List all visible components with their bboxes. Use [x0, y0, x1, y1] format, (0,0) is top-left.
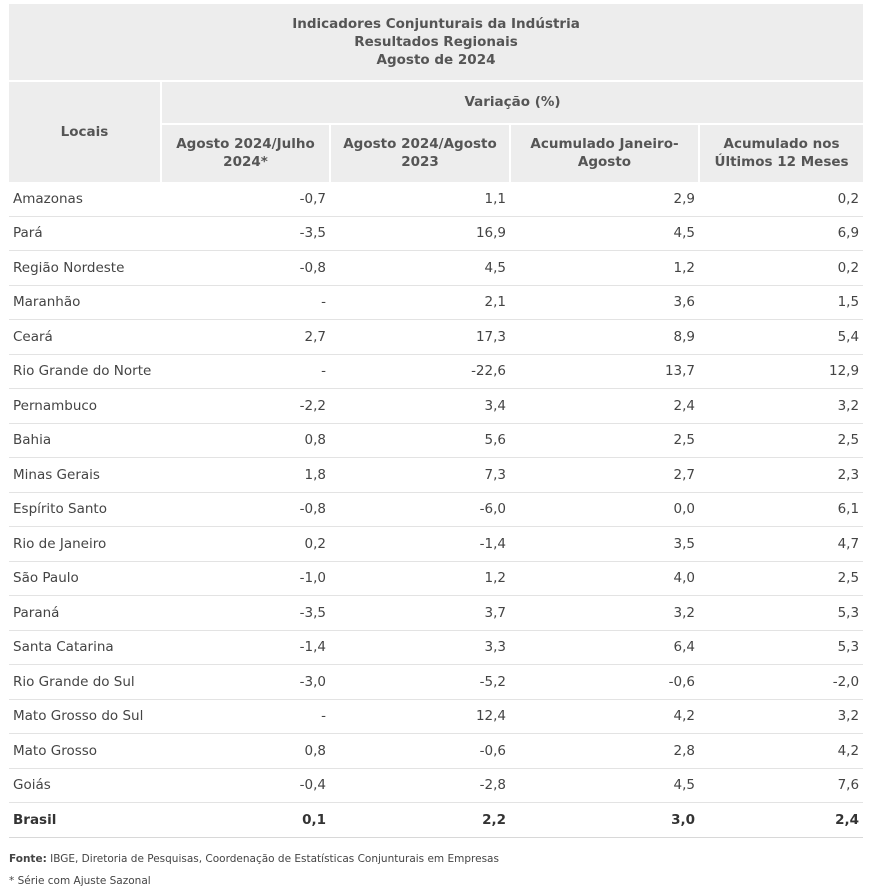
- cell-value: 4,5: [330, 251, 510, 286]
- cell-value: -2,0: [699, 665, 863, 700]
- title-line-1: Indicadores Conjunturais da Indústria: [292, 16, 580, 32]
- cell-value: -0,6: [510, 665, 699, 700]
- cell-value: 5,3: [699, 596, 863, 631]
- cell-local: Goiás: [9, 768, 161, 803]
- cell-local: Amazonas: [9, 182, 161, 216]
- cell-value: -6,0: [330, 492, 510, 527]
- cell-value: 0,8: [161, 423, 330, 458]
- cell-local: Minas Gerais: [9, 458, 161, 493]
- cell-value: 5,6: [330, 423, 510, 458]
- table-row: [9, 630, 863, 665]
- table-row: [9, 734, 863, 769]
- header-variacao: Variação (%): [161, 81, 863, 124]
- cell-local: Ceará: [9, 320, 161, 355]
- cell-local: Santa Catarina: [9, 630, 161, 665]
- cell-value: 8,9: [510, 320, 699, 355]
- header-locais: Locais: [9, 81, 161, 182]
- cell-value: 12,4: [330, 699, 510, 734]
- cell-local: Brasil: [9, 803, 161, 838]
- table-row-total: [9, 803, 863, 838]
- cell-value: 0,2: [699, 182, 863, 216]
- cell-value: 4,2: [699, 734, 863, 769]
- cell-value: 2,5: [699, 561, 863, 596]
- cell-value: 3,2: [699, 699, 863, 734]
- table-row: [9, 699, 863, 734]
- cell-value: -5,2: [330, 665, 510, 700]
- table-row: [9, 285, 863, 320]
- table-row: [9, 527, 863, 562]
- cell-value: -2,2: [161, 389, 330, 424]
- table-row: [9, 768, 863, 803]
- footnote: * Série com Ajuste Sazonal: [9, 874, 151, 887]
- cell-value: 0,2: [161, 527, 330, 562]
- table-row: [9, 561, 863, 596]
- cell-value: -3,5: [161, 596, 330, 631]
- table-title: [9, 4, 863, 81]
- table-footer: [9, 848, 863, 892]
- cell-local: São Paulo: [9, 561, 161, 596]
- cell-value: -1,4: [330, 527, 510, 562]
- table-row: [9, 389, 863, 424]
- cell-value: -1,4: [161, 630, 330, 665]
- cell-value: 2,5: [510, 423, 699, 458]
- cell-value: 6,9: [699, 216, 863, 251]
- cell-value: 6,1: [699, 492, 863, 527]
- cell-local: Rio de Janeiro: [9, 527, 161, 562]
- cell-value: -: [161, 285, 330, 320]
- cell-value: 0,0: [510, 492, 699, 527]
- cell-value: 13,7: [510, 354, 699, 389]
- cell-value: 1,5: [699, 285, 863, 320]
- table-row: [9, 216, 863, 251]
- cell-value: 2,5: [699, 423, 863, 458]
- cell-value: 3,7: [330, 596, 510, 631]
- cell-value: 5,4: [699, 320, 863, 355]
- table-row: [9, 354, 863, 389]
- cell-value: 3,2: [510, 596, 699, 631]
- cell-value: 2,7: [510, 458, 699, 493]
- cell-value: 3,6: [510, 285, 699, 320]
- cell-value: 2,3: [699, 458, 863, 493]
- cell-value: 2,9: [510, 182, 699, 216]
- cell-value: 17,3: [330, 320, 510, 355]
- cell-value: -: [161, 354, 330, 389]
- cell-value: -22,6: [330, 354, 510, 389]
- cell-value: 4,5: [510, 216, 699, 251]
- cell-local: Paraná: [9, 596, 161, 631]
- cell-value: -: [161, 699, 330, 734]
- cell-value: -2,8: [330, 768, 510, 803]
- header-col-4: Acumulado nos Últimos 12 Meses: [699, 124, 863, 182]
- cell-value: -0,8: [161, 251, 330, 286]
- cell-local: Maranhão: [9, 285, 161, 320]
- cell-value: 3,0: [510, 803, 699, 838]
- cell-value: 4,2: [510, 699, 699, 734]
- header-col-1: Agosto 2024/Julho 2024*: [161, 124, 330, 182]
- cell-value: 1,2: [330, 561, 510, 596]
- cell-value: 4,7: [699, 527, 863, 562]
- cell-local: Pará: [9, 216, 161, 251]
- cell-value: 3,4: [330, 389, 510, 424]
- cell-value: 5,3: [699, 630, 863, 665]
- source-text: IBGE, Diretoria de Pesquisas, Coordenação de Estatísticas Conjunturais em Empresas: [50, 852, 499, 865]
- cell-value: 3,5: [510, 527, 699, 562]
- source-label: Fonte:: [9, 852, 47, 865]
- cell-value: 12,9: [699, 354, 863, 389]
- table-row: [9, 251, 863, 286]
- table-body: [9, 182, 863, 837]
- cell-value: 16,9: [330, 216, 510, 251]
- cell-value: -3,0: [161, 665, 330, 700]
- cell-value: 2,4: [510, 389, 699, 424]
- cell-value: 2,8: [510, 734, 699, 769]
- table-row: [9, 182, 863, 216]
- cell-value: 2,7: [161, 320, 330, 355]
- cell-value: 0,8: [161, 734, 330, 769]
- table-row: [9, 320, 863, 355]
- cell-value: 0,1: [161, 803, 330, 838]
- cell-value: -0,8: [161, 492, 330, 527]
- table-row: [9, 665, 863, 700]
- cell-local: Pernambuco: [9, 389, 161, 424]
- cell-value: 2,4: [699, 803, 863, 838]
- cell-local: Mato Grosso do Sul: [9, 699, 161, 734]
- table-row: [9, 596, 863, 631]
- header-col-3: Acumulado Janeiro-Agosto: [510, 124, 699, 182]
- cell-value: -1,0: [161, 561, 330, 596]
- table-container: [9, 4, 863, 892]
- cell-value: -0,6: [330, 734, 510, 769]
- cell-value: 7,6: [699, 768, 863, 803]
- cell-value: 4,5: [510, 768, 699, 803]
- cell-value: 0,2: [699, 251, 863, 286]
- cell-value: 3,2: [699, 389, 863, 424]
- table-row: [9, 423, 863, 458]
- header-col-2: Agosto 2024/Agosto 2023: [330, 124, 510, 182]
- cell-local: Espírito Santo: [9, 492, 161, 527]
- cell-value: -0,7: [161, 182, 330, 216]
- cell-local: Região Nordeste: [9, 251, 161, 286]
- cell-local: Bahia: [9, 423, 161, 458]
- cell-value: -0,4: [161, 768, 330, 803]
- data-table: [9, 4, 863, 838]
- cell-value: 1,1: [330, 182, 510, 216]
- cell-value: 2,2: [330, 803, 510, 838]
- cell-value: 6,4: [510, 630, 699, 665]
- cell-value: 3,3: [330, 630, 510, 665]
- cell-local: Rio Grande do Norte: [9, 354, 161, 389]
- cell-value: 4,0: [510, 561, 699, 596]
- cell-value: -3,5: [161, 216, 330, 251]
- cell-value: 1,8: [161, 458, 330, 493]
- source-line: [9, 848, 863, 870]
- cell-value: 7,3: [330, 458, 510, 493]
- cell-value: 1,2: [510, 251, 699, 286]
- table-row: [9, 492, 863, 527]
- cell-local: Rio Grande do Sul: [9, 665, 161, 700]
- cell-local: Mato Grosso: [9, 734, 161, 769]
- cell-value: 2,1: [330, 285, 510, 320]
- title-line-3: Agosto de 2024: [376, 52, 496, 68]
- title-line-2: Resultados Regionais: [354, 34, 518, 50]
- table-row: [9, 458, 863, 493]
